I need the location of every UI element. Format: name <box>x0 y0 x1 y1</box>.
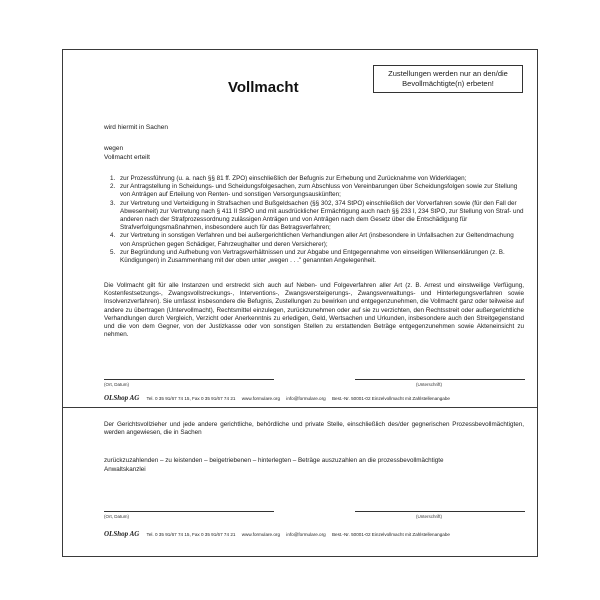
list-item-number: 3. <box>110 199 116 207</box>
list-item-text: zur Vertretung in sonstigen Verfahren und bei außergerichtlichen Verhandlungen aller Art (insbesondere in Unfallsachen zur Geltendmachung von Ansprüchen gegen Schädiger, Fahrzeughalter und deren Versicherer); <box>120 232 514 248</box>
footer-website: www.formulare.org <box>241 396 281 401</box>
footer-order-number: Best.-Nr. 50001-02 Einzelvollmacht mit Zahlstellenangabe <box>331 396 450 401</box>
footer-upper <box>104 394 455 402</box>
payment-line-2: Anwaltskanzlei <box>104 466 146 473</box>
footer-lower <box>104 530 455 538</box>
signature-label-bottom: (Unterschrift) <box>416 514 443 519</box>
signature-line-bottom[interactable] <box>355 511 525 512</box>
list-item <box>110 232 525 248</box>
authorization-list <box>110 175 525 265</box>
scope-paragraph: Die Vollmacht gilt für alle Instanzen und erstreckt sich auch auf Neben- und Folgeverfahren aller Art (z. B. Arrest und einstweilige Verfügung, Kostenfestsetzungs-, Zwangsvollstreckungs-, Interventions-, Zwangsversteigerungs-, Zwangsverwaltungs- und Hinterlegungsverfahren sowie Insolvenzverfahren). Sie umfasst insbesondere die Befugnis, Zustellungen zu bewirken und entgegenzunehmen, die Vollmacht ganz oder teilweise auf andere zu übertragen (Untervollmacht), Rechtsmittel einzulegen, zurückzunehmen oder auf sie zu verzichten, den Rechtsstreit oder außergerichtliche Verhandlungen durch Vergleich, Verzicht oder Anerkenntnis zu erledigen, Geld, Wertsachen und Urkunden, insbesondere auch den Streitgegenstand und die von dem Gegner, von der Justizkasse oder von sonstigen Stellen zu erstattenden Beträge entgegenzunehmen sowie Akteneinsicht zu nehmen. <box>104 282 524 339</box>
place-date-label-bottom: (Ort, Datum) <box>104 514 130 519</box>
footer-website: www.formulare.org <box>241 532 281 537</box>
list-item-number: 1. <box>110 175 116 182</box>
document-title: Vollmacht <box>228 79 299 96</box>
signature-line[interactable] <box>355 379 525 380</box>
list-item-text: zur Vertretung und Verteidigung in Strafsachen und Bußgeldsachen (§§ 302, 374 StPO) einschließlich der Vorverfahren sowie (für den Fall der Abwesenheit) zur Vertretung nach § 411 II StPO und mit ausdrücklicher Ermächtigung auch nach §§ 233 I, 234 StPO, zur Stellung von Straf- und anderen nach der Strafprozessordnung zulässigen Anträgen und von Anträgen nach dem Gesetz über die Entschädigung für Strafverfolgungsmaßnahmen, insbesondere auch für das Betragsverfahren; <box>120 199 524 232</box>
footer-phone: Tel. 0 35 91/67 74 15, Fax 0 35 91/67 74 21 <box>146 396 236 401</box>
footer-phone: Tel. 0 35 91/67 74 15, Fax 0 35 91/67 74 21 <box>146 532 236 537</box>
footer-email: info@formulare.org <box>286 532 326 537</box>
signature-label: (Unterschrift) <box>416 382 443 387</box>
place-date-line-bottom[interactable] <box>104 511 274 512</box>
intro-line-2: wegen <box>104 145 124 152</box>
list-item <box>110 249 525 265</box>
instruction-paragraph: Der Gerichtsvollzieher und jede andere gerichtliche, behördliche und private Stelle, einschließlich des/der gegnerischen Prozessbevollmächtigten, werden angewiesen, die in Sachen <box>104 421 524 437</box>
list-item <box>110 175 525 183</box>
notice-line-1: Zustellungen werden nur an den/die <box>388 69 508 78</box>
intro-line-1: wird hiermit in Sachen <box>104 124 168 131</box>
list-item-text: zur Begründung und Aufhebung von Vertragsverhältnissen und zur Abgabe und Entgegennahme von einseitigen Willenserklärungen (z. B. Kündigungen) in Zusammenhang mit der oben unter „wegen . . ." genannten Angelegenheit. <box>120 248 505 265</box>
intro-line-3: Vollmacht erteilt <box>104 154 150 161</box>
footer-order-number: Best.-Nr. 50001-02 Einzelvollmacht mit Zahlstellenangabe <box>331 532 450 537</box>
list-item-number: 2. <box>110 183 116 191</box>
list-item <box>110 200 525 233</box>
list-item-text: zur Antragstellung in Scheidungs- und Scheidungsfolgesachen, zum Abschluss von Vereinbarungen über Scheidungsfolgen sowie zur Stellung von Anträgen auf Erteilung von Renten- und sonstigen Versorgungsauskünften; <box>120 183 518 199</box>
delivery-notice-box <box>373 65 523 93</box>
notice-line-2: Bevollmächtigte(n) erbeten! <box>402 79 494 88</box>
place-date-line[interactable] <box>104 379 274 380</box>
list-item-number: 4. <box>110 232 116 240</box>
company-logo: OLShop AG <box>104 530 140 538</box>
payment-line-1: zurückzuzahlenden – zu leistenden – beigetriebenen – hinterlegten – Beträge auszuzahlen an die prozessbevollmächtigte <box>104 457 444 464</box>
list-item-number: 5. <box>110 248 116 256</box>
company-logo: OLShop AG <box>104 394 140 402</box>
list-item <box>110 183 525 199</box>
footer-email: info@formulare.org <box>286 396 326 401</box>
place-date-label: (Ort, Datum) <box>104 382 130 387</box>
list-item-text: zur Prozessführung (u. a. nach §§ 81 ff. ZPO) einschließlich der Befugnis zur Erhebung und Zurücknahme von Widerklagen; <box>120 175 467 182</box>
section-divider <box>62 407 538 408</box>
